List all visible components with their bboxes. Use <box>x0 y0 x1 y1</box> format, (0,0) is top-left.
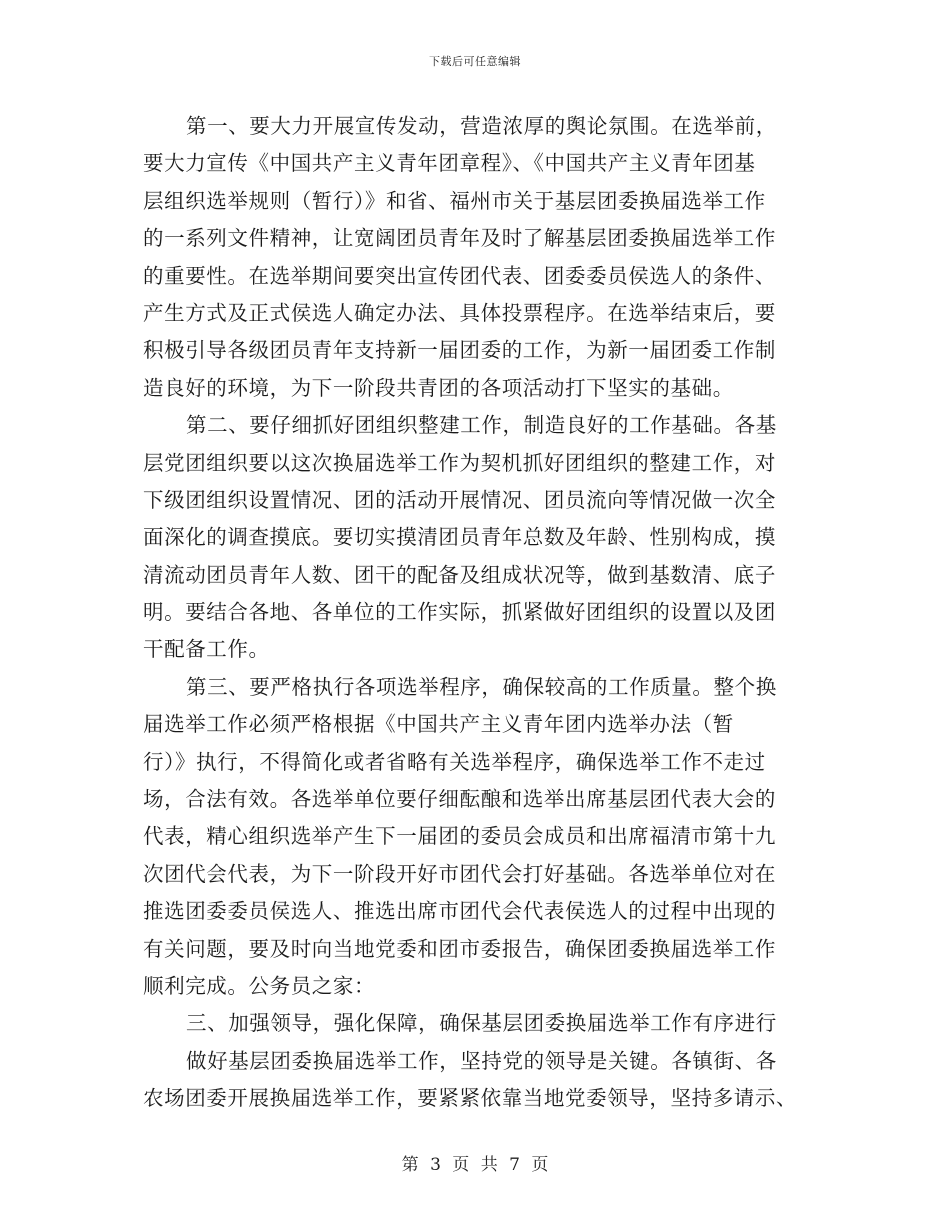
paragraph-line: 面深化的调查摸底。要切实摸清团员青年总数及年龄、性别构成，摸 <box>143 525 776 550</box>
paragraph-line: 第三、要严格执行各项选举程序，确保较高的工作质量。整个换 <box>186 674 777 699</box>
paragraph-line: 积极引导各级团员青年支持新一届团委的工作，为新一届团委工作制 <box>143 338 776 363</box>
paragraph-line: 产生方式及正式侯选人确定办法、具体投票程序。在选举结束后，要 <box>143 300 776 325</box>
paragraph-line: 届选举工作必须严格根据《中国共产主义青年团内选举办法（暂 <box>143 712 734 737</box>
paragraph-line: 下级团组织设置情况、团的活动开展情况、团员流向等情况做一次全 <box>143 487 776 512</box>
page-number-footer: 第 3 页 共 7 页 <box>401 1155 549 1175</box>
document-body <box>143 108 803 1118</box>
paragraph-line: 次团代会代表，为下一阶段开好市团代会打好基础。各选举单位对在 <box>143 861 776 886</box>
paragraph-line: 代表，精心组织选举产生下一届团的委员会成员和出席福清市第十九 <box>143 824 776 849</box>
paragraph-line: 的一系列文件精神，让宽阔团员青年及时了解基层团委换届选举工作 <box>143 226 776 251</box>
paragraph-line: 做好基层团委换届选举工作，坚持党的领导是关键。各镇街、各 <box>186 1048 777 1073</box>
paragraph-line: 推选团委委员侯选人、推选出席市团代会代表侯选人的过程中出现的 <box>143 899 776 924</box>
paragraph-line: 层组织选举规则（暂行）》和省、福州市关于基层团委换届选举工作 <box>143 188 766 213</box>
paragraph-line: 干配备工作。 <box>143 637 270 662</box>
paragraph-line: 行）》执行，不得简化或者省略有关选举程序，确保选举工作不走过 <box>143 749 766 774</box>
paragraph-line: 第二、要仔细抓好团组织整建工作，制造良好的工作基础。各基 <box>186 413 777 438</box>
paragraph-line: 农场团委开展换届选举工作，要紧紧依靠当地党委领导，坚持多请示、 <box>143 1086 798 1111</box>
section-heading: 三、加强领导，强化保障，确保基层团委换届选举工作有序进行 <box>186 1011 777 1036</box>
paragraph-line: 顺利完成。公务员之家： <box>143 973 376 998</box>
page-header-note: 下载后可任意编辑 <box>429 55 521 68</box>
paragraph-line: 层党团组织要以这次换届选举工作为契机抓好团组织的整建工作，对 <box>143 450 776 475</box>
paragraph-line: 明。要结合各地、各单位的工作实际，抓紧做好团组织的设置以及团 <box>143 600 776 625</box>
paragraph-line: 有关问题，要及时向当地党委和团市委报告，确保团委换届选举工作 <box>143 936 776 961</box>
paragraph-line: 场，合法有效。各选举单位要仔细酝酿和选举出席基层团代表大会的 <box>143 787 776 812</box>
paragraph-line: 要大力宣传《中国共产主义青年团章程》、《中国共产主义青年团基 <box>143 151 756 176</box>
paragraph-line: 清流动团员青年人数、团干的配备及组成状况等，做到基数清、底子 <box>143 562 776 587</box>
paragraph-line: 造良好的环境，为下一阶段共青团的各项活动打下坚实的基础。 <box>143 375 734 400</box>
paragraph-line: 的重要性。在选举期间要突出宣传团代表、团委委员侯选人的条件、 <box>143 263 776 288</box>
paragraph-line: 第一、要大力开展宣传发动，营造浓厚的舆论氛围。在选举前， <box>186 114 777 138</box>
